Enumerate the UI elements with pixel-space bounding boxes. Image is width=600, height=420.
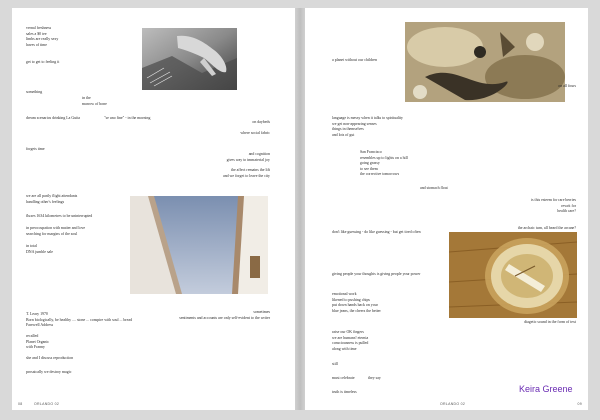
text-block: she and I discuss reproduction	[26, 356, 74, 360]
text-block: get to get to feeling it	[26, 60, 60, 64]
text-block: language is messy when it talks to spirituality we get non-appearing senses things in themselves and lots of gut	[332, 116, 403, 137]
text-block: recalled Planet Organic with Franny	[26, 334, 50, 350]
text-block: they say	[368, 376, 381, 380]
text-block: the affect remains the lift and we forget to leave the city	[222, 168, 270, 178]
running-footer: ORLANDO 02	[34, 402, 60, 406]
text-block: on daybeds	[252, 120, 270, 124]
text-block: in total DNA jumble sale	[26, 244, 54, 254]
running-footer: ORLANDO 02	[440, 402, 466, 406]
photo-building-sky	[130, 196, 268, 294]
right-page	[305, 8, 588, 410]
text-block: T. Leary 1970 Born biologically, be healthy .... stone ... conspire with soul ... bread Farewell Address	[26, 312, 133, 328]
text-block: sometimes sentiments and accounts are only self-evident to the writer	[179, 310, 270, 320]
photo-glass-on-wood	[449, 232, 577, 318]
photo-hand-on-grass	[142, 28, 237, 90]
text-block: fluxes 1634 kilometres to be uninterrupted	[26, 214, 93, 218]
text-block: still	[332, 362, 338, 366]
text-block: San Francisco resembles up to lights on a hill going grassy to see them the corrective tomorrows	[360, 150, 408, 177]
text-block: in the marrow of bone	[82, 96, 107, 106]
left-page	[12, 8, 295, 410]
text-block: the archaic turn, all heard the arcane?	[517, 226, 576, 230]
text-block: forgets time	[26, 147, 45, 151]
text-block: something	[26, 90, 43, 94]
photo-rock-texture	[405, 22, 565, 102]
page-number: 09	[577, 402, 582, 406]
text-block: raise our OK fingers we are humans! eternia consciousness is pulled along with time	[332, 330, 369, 351]
text-block: is this esteem for rare berries rewrit for health care?	[530, 198, 576, 214]
text-block: where social fabric	[240, 131, 270, 135]
text-block: "se uno fine" - in the morning	[104, 116, 151, 120]
text-block: vernal freshness sales a $0 tee limbs are really sexy haves of time	[26, 26, 59, 47]
text-block: on all fours	[558, 84, 576, 88]
book-gutter	[295, 8, 305, 410]
text-block: dream scenarios drinking La Guita	[26, 116, 81, 120]
text-block: giving people your thoughts is giving people your power	[332, 272, 421, 276]
text-block: don't like guessing - do like guessing - but get tired often	[332, 230, 421, 234]
text-block: must celebrate	[332, 376, 355, 380]
text-block: and cognition gives way to immaterial joy	[226, 152, 270, 162]
text-block: truth is timeless	[332, 390, 357, 394]
page-number: 08	[18, 402, 23, 406]
text-block: diagetic sound in the form of text	[524, 320, 576, 324]
text-block: prosaically we destroy magic	[26, 370, 72, 374]
text-block: a planet without our children	[332, 58, 377, 62]
text-block: in preoccupation with matter and love searching for margins of the soul	[26, 226, 86, 236]
text-block: emotional work likened to pushing chips put down hands back on your blue jeans, the cheers the better	[332, 292, 381, 313]
text-block: we are all partly flight attendants handling other's feelings	[26, 194, 78, 204]
author-signature: Keira Greene	[519, 384, 573, 394]
text-block: and stomach float	[420, 186, 448, 190]
